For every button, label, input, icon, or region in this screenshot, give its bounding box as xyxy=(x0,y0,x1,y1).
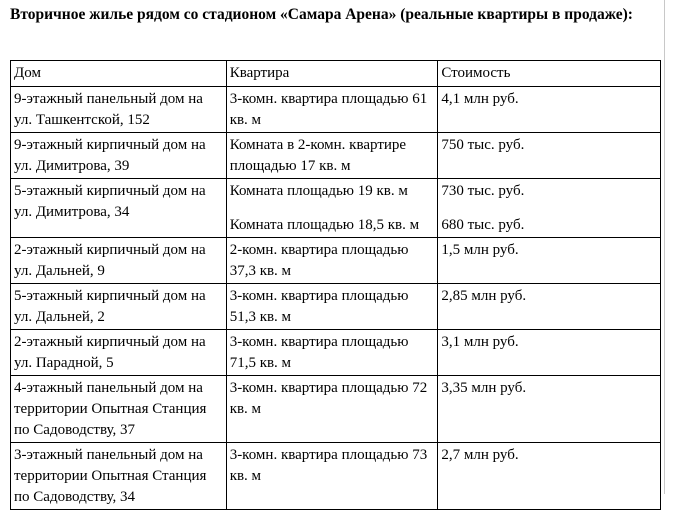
apartment-cell: 2-комн. квартира площадью 37,3 кв. м xyxy=(226,238,438,284)
house-cell: 9-этажный панельный дом на ул. Ташкентской, 152 xyxy=(11,87,227,133)
price-cell: 2,85 млн руб. xyxy=(438,284,661,330)
apartment-line: Комната площадью 18,5 кв. м xyxy=(229,217,420,233)
house-cell: 4-этажный панельный дом на территории Опытная Станция по Садоводству, 37 xyxy=(11,376,227,443)
table-row xyxy=(11,284,661,330)
table-row xyxy=(11,238,661,284)
house-cell: 5-этажный кирпичный дом на ул. Дальней, 2 xyxy=(11,284,227,330)
house-cell: 2-этажный кирпичный дом на ул. Дальней, 9 xyxy=(11,238,227,284)
page-edge xyxy=(664,0,665,494)
apartment-cell: 3-комн. квартира площадью 72 кв. м xyxy=(226,376,438,443)
table-row xyxy=(11,443,661,510)
apartment-cell: 3-комн. квартира площадью 51,3 кв. м xyxy=(226,284,438,330)
price-cell: 750 тыс. руб. xyxy=(438,133,661,179)
price-cell: 3,35 млн руб. xyxy=(438,376,661,443)
price-cell: 3,1 млн руб. xyxy=(438,330,661,376)
price-line: 730 тыс. руб. xyxy=(441,183,525,199)
apartment-line: Комната площадью 19 кв. м xyxy=(229,183,408,199)
house-cell: 5-этажный кирпичный дом на ул. Димитрова, 34 xyxy=(11,179,227,238)
header-apartment: Квартира xyxy=(226,61,438,87)
table-row xyxy=(11,179,661,238)
apartment-cell: 3-комн. квартира площадью 73 кв. м xyxy=(226,443,438,510)
table-row xyxy=(11,330,661,376)
price-cell xyxy=(438,179,661,238)
table-header-row xyxy=(11,61,661,87)
document-heading: Вторичное жилье рядом со стадионом «Самара Арена» (реальные квартиры в продаже): xyxy=(10,6,633,23)
apartment-cell xyxy=(226,179,438,238)
table-row xyxy=(11,133,661,179)
house-cell: 2-этажный кирпичный дом на ул. Парадной, 5 xyxy=(11,330,227,376)
header-price: Стоимость xyxy=(438,61,661,87)
price-line: 680 тыс. руб. xyxy=(441,217,525,233)
house-cell: 3-этажный панельный дом на территории Опытная Станция по Садоводству, 34 xyxy=(11,443,227,510)
header-house: Дом xyxy=(11,61,227,87)
house-cell: 9-этажный кирпичный дом на ул. Димитрова, 39 xyxy=(11,133,227,179)
apartment-cell: Комната в 2-комн. квартире площадью 17 кв. м xyxy=(226,133,438,179)
price-cell: 1,5 млн руб. xyxy=(438,238,661,284)
table-row xyxy=(11,376,661,443)
apartment-cell: 3-комн. квартира площадью 61 кв. м xyxy=(226,87,438,133)
price-cell: 2,7 млн руб. xyxy=(438,443,661,510)
price-cell: 4,1 млн руб. xyxy=(438,87,661,133)
table-row xyxy=(11,87,661,133)
apartment-cell: 3-комн. квартира площадью 71,5 кв. м xyxy=(226,330,438,376)
listings-table xyxy=(10,60,661,510)
